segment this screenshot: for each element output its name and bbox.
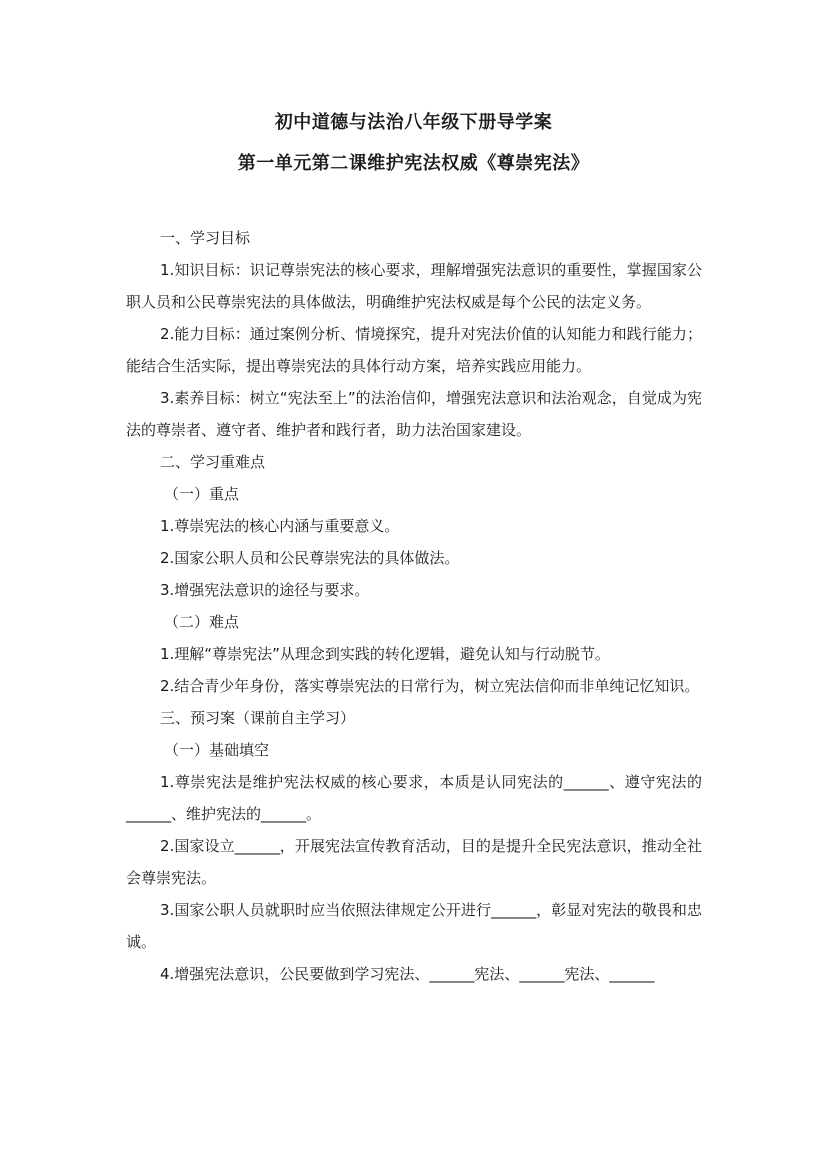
section-heading-key-points: 二、学习重难点: [160, 453, 266, 471]
subsection-heading-difficulty: （二）难点: [164, 613, 240, 631]
paragraph-knowledge-goal: 1.知识目标：识记尊崇宪法的核心要求，理解增强宪法意识的重要性，掌握国家公职人员和公民尊崇宪法的具体做法，明确维护宪法权威是每个公民的法定义务。: [126, 261, 702, 311]
paragraph-blank-1: 1.尊崇宪法是维护宪法权威的核心要求，本质是认同宪法的______、遵守宪法的______、维护宪法的______。: [126, 773, 702, 823]
paragraph-literacy-goal: 3.素养目标：树立“宪法至上”的法治信仰，增强宪法意识和法治观念，自觉成为宪法的尊崇者、遵守者、维护者和践行者，助力法治国家建设。: [126, 389, 702, 439]
paragraph-difficulty-2: 2.结合青少年身份，落实尊崇宪法的日常行为，树立宪法信仰而非单纯记忆知识。: [160, 677, 700, 695]
paragraph-focus-2: 2.国家公职人员和公民尊崇宪法的具体做法。: [160, 549, 460, 567]
paragraph-blank-2: 2.国家设立______，开展宪法宣传教育活动，目的是提升全民宪法意识，推动全社会尊崇宪法。: [126, 837, 702, 887]
paragraph-difficulty-1: 1.理解“尊崇宪法”从理念到实践的转化逻辑，避免认知与行动脱节。: [160, 645, 610, 663]
section-heading-preview: 三、预习案（课前自主学习）: [160, 709, 356, 727]
document-body: [126, 222, 702, 990]
subsection-heading-fill-blanks: （一）基础填空: [164, 741, 270, 759]
paragraph-ability-goal: 2.能力目标：通过案例分析、情境探究，提升对宪法价值的认知能力和践行能力；能结合生活实际，提出尊崇宪法的具体行动方案，培养实践应用能力。: [126, 325, 702, 375]
paragraph-blank-3: 3.国家公职人员就职时应当依照法律规定公开进行______，彰显对宪法的敬畏和忠诚。: [126, 901, 702, 951]
paragraph-blank-4: 4.增强宪法意识，公民要做到学习宪法、______宪法、______宪法、______: [160, 965, 655, 983]
document-subtitle: 第一单元第二课维护宪法权威《尊崇宪法》: [237, 153, 590, 174]
subsection-heading-focus: （一）重点: [164, 485, 240, 503]
section-heading-objectives: 一、学习目标: [160, 229, 251, 247]
paragraph-focus-1: 1.尊崇宪法的核心内涵与重要意义。: [160, 517, 400, 535]
paragraph-focus-3: 3.增强宪法意识的途径与要求。: [160, 581, 370, 599]
document-title: 初中道德与法治八年级下册导学案: [274, 112, 553, 133]
